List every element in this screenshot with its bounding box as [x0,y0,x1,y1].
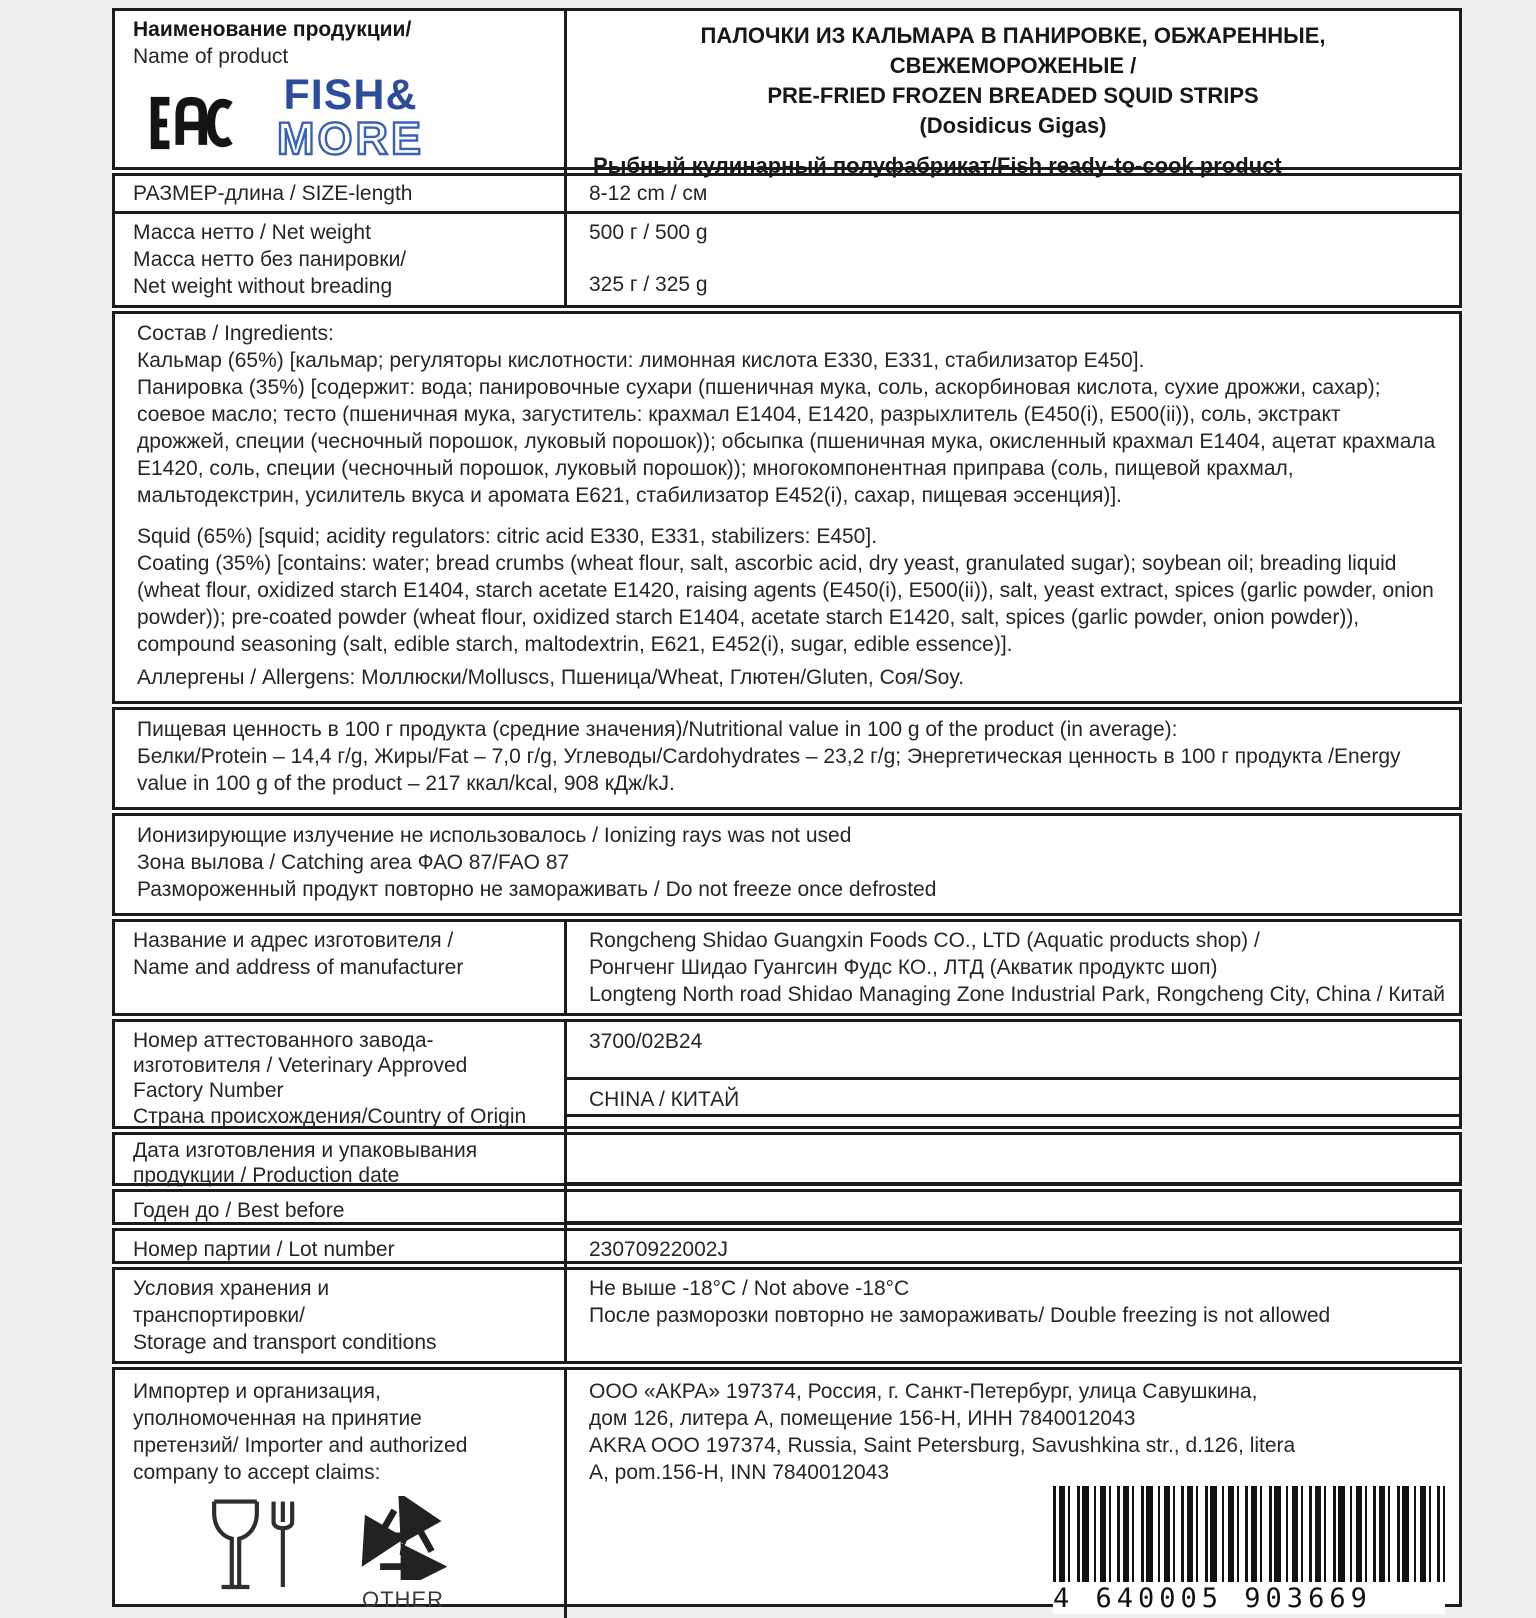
header-right-cell [567,11,1459,185]
do-not-freeze-line: Размороженный продукт повторно не замораживать / Do not freeze once defrosted [137,878,937,901]
ingredients-section [112,311,1462,704]
ingredients-ru-coating: Панировка (35%) [содержит: вода; панировочные сухари (пшеничная мука, соль, аскорбиновая кислота, сухие дрожжи, сахар); соевое масло; тесто (пшеничная мука, загуститель: крахмал Е1404, Е1420, разрыхлитель (Е450(i), Е500(ii)), соль, экстракт дрожжей, специи (чесночный порошок, луковый порошок)); обсыпка (пшеничная мука, окисленный крахмал Е1404, ацетат крахмала Е1420, соль, специи (чесночный порошок, луковый порошок)); многокомпонентная приправа (соль, пищевой крахмал, мальтодекстрин, усилитель вкуса и аромата Е621, стабилизатор Е452(i), сахар, пищевая эссенция)]. [137,376,1436,507]
name-of-product-label-en: Name of product [133,45,289,68]
storage-label-3: Storage and transport conditions [133,1331,437,1354]
size-weight-section [112,173,1462,308]
manufacturer-name-en: Rongcheng Shidao Guangxin Foods CO., LTD (Aquatic products shop) / [589,929,1260,952]
net-weight-labels [115,214,567,305]
storage-label-2: транспортировки/ [133,1304,305,1327]
importer-row [112,1367,1462,1614]
ean13-barcode [1053,1486,1445,1614]
net-weight-row [115,214,1459,305]
barcode-bars [1053,1486,1445,1582]
production-date-label-2: продукции / Production date [133,1164,400,1187]
production-date-value [567,1135,1459,1193]
importer-address-ru-1: ООО «АКРА» 197374, Россия, г. Санкт-Петербург, улица Савушкина, [589,1380,1258,1403]
net-weight-label-3: Net weight without breading [133,275,393,298]
allergens-line: Аллергены / Allergens: Моллюски/Molluscs, Пшеница/Wheat, Глютен/Gluten, Соя/Soy. [137,666,965,689]
importer-label-3: претензий/ Importer and authorized [133,1434,468,1457]
nutrition-line-2: Белки/Protein – 14,4 г/g, Жиры/Fat – 7,0 г/g, Углеводы/Cardohydrates – 23,2 г/g; Энергетическая ценность в 100 г продукта /Energy value in 100 g of the product – 217 ккал/kcal, 908 кДж/kJ. [137,745,1401,795]
ingredients-ru-squid: Кальмар (65%) [кальмар; регуляторы кислотности: лимонная кислота Е330, Е331, стабилизатор Е450]. [137,349,1145,372]
product-latin-name: (Dosidicus Gigas) [919,113,1107,138]
storage-temperature: Не выше -18°C / Not above -18°C [589,1277,910,1300]
importer-address-ru-2: дом 126, литера А, помещение 156-Н, ИНН 7840012043 [589,1407,1136,1430]
best-before-blank-line [567,1221,1459,1224]
fish-and-more-logo [277,71,424,165]
recycle-7-other-unit [355,1496,451,1613]
best-before-value [567,1192,1459,1229]
country-of-origin-label: Страна происхождения/Country of Origin [133,1105,527,1128]
ionizing-rays-line: Ионизирующие излучение не использовалось / Ionizing rays was not used [137,824,852,847]
manufacturer-name-ru: Ронгченг Шидао Гуангсин Фудс КО., ЛТД (Акватик продуктс шоп) [589,956,1218,979]
header-left-cell [115,11,567,185]
net-weight-label-1: Масса нетто / Net weight [133,221,371,244]
lot-number-row [112,1228,1462,1264]
recycling-7-icon [355,1496,451,1580]
production-date-labels [115,1135,567,1193]
lot-number-label: Номер партии / Lot number [115,1231,567,1268]
manufacturer-row [112,919,1462,1016]
barcode-digits: 4 640005 903669 [1053,1583,1372,1614]
factory-origin-row [112,1019,1462,1129]
ingredients-en-squid: Squid (65%) [squid; acidity regulators: citric acid E330, E331, stabilizers: E450]. [137,525,878,548]
manufacturer-values [567,922,1459,1013]
storage-labels [115,1270,567,1361]
brand-logo-top-text: FISH& [283,71,418,119]
best-before-row [112,1189,1462,1225]
importer-label-1: Импортер и организация, [133,1380,381,1403]
packaging-icons-row [199,1496,552,1613]
storage-no-refreeze: После разморозки повторно не замораживать/ Double freezing is not allowed [589,1304,1331,1327]
factory-number-label-2: изготовителя / Veterinary Approved [133,1054,468,1077]
nutrition-section [112,707,1462,810]
ingredients-title: Состав / Ingredients: [137,322,334,345]
header-row [112,8,1462,178]
food-safe-glass-fork-icon [199,1496,311,1600]
eac-mark-icon [143,81,235,165]
factory-number-label-1: Номер аттестованного завода- [133,1029,434,1052]
product-label [112,8,1462,1614]
factory-number-label-3: Factory Number [133,1079,284,1102]
manufacturer-label-en: Name and address of manufacturer [133,956,464,979]
net-weight-without-breading-value: 325 г / 325 g [589,273,708,296]
country-of-origin-value: CHINA / КИТАЙ [567,1080,1459,1117]
production-date-blank-line [567,1182,1459,1185]
lot-number-blank-line [567,1261,1459,1264]
storage-values [567,1270,1459,1361]
lot-number-value: 23070922002J [589,1238,728,1261]
importer-address-en-2: А, pom.156-H, INN 7840012043 [589,1461,890,1484]
net-weight-values [567,214,1459,305]
storage-row [112,1267,1462,1364]
product-subtitle: Рыбный кулинарный полуфабрикат/Fish ready-to-cook product [593,153,1282,178]
product-title-ru-line1: ПАЛОЧКИ ИЗ КАЛЬМАРА В ПАНИРОВКЕ, ОБЖАРЕННЫЕ, [700,23,1326,48]
size-label: РАЗМЕР-длина / SIZE-length [115,176,567,211]
logos-row [133,71,552,165]
production-date-row [112,1132,1462,1186]
importer-label-2: уполномоченная на принятие [133,1407,422,1430]
storage-label-1: Условия хранения и [133,1277,330,1300]
manufacturer-labels [115,922,567,1013]
best-before-label: Годен до / Best before [115,1192,567,1229]
production-date-label-1: Дата изготовления и упаковывания [133,1139,478,1162]
recycle-number-glyph: 7 [393,1526,413,1563]
manufacturer-label-ru: Название и адрес изготовителя / [133,929,454,952]
importer-label-4: company to accept claims: [133,1461,381,1484]
brand-logo-bottom-text: MORE [277,113,424,164]
factory-number-value: 3700/02B24 [567,1022,1459,1080]
factory-origin-values [567,1022,1459,1144]
name-of-product-label-ru: Наименование продукции/ [133,18,412,41]
ingredients-en-coating: Coating (35%) [contains: water; bread crumbs (wheat flour, salt, ascorbic acid, dry yeast, granulated sugar); soybean oil; breading liquid (wheat flour, oxidized starch E1404, starch acetate E1420, raising agents (E450(i), E500(ii)), salt, yeast extract, spices (garlic powder, onion powder)); pre-coated powder (wheat flour, oxidized starch E1404, acetate starch E1420, salt, spices (garlic powder, onion powder)), compound seasoning (salt, edible starch, maltodextrin, E621, E452(i), sugar, edible essence)]. [137,552,1434,656]
product-title-ru-line2: СВЕЖЕМОРОЖЕНЫЕ / [889,53,1137,78]
manufacturer-address: Longteng North road Shidao Managing Zone Industrial Park, Rongcheng City, China / Китай [589,983,1446,1006]
lot-number-cell [567,1231,1459,1268]
importer-address-en-1: AKRA OOO 197374, Russia, Saint Petersburg, Savushkina str., d.126, litera [589,1434,1296,1457]
catching-area-line: Зона вылова / Catching area ФАО 87/FAO 87 [137,851,570,874]
importer-values [567,1370,1459,1618]
factory-origin-labels [115,1022,567,1144]
nutrition-line-1: Пищевая ценность в 100 г продукта (средние значения)/Nutritional value in 100 g of the product (in average): [137,718,1178,741]
recycle-other-label: OTHER [362,1587,444,1612]
product-title-en: PRE-FRIED FROZEN BREADED SQUID STRIPS [767,83,1259,108]
net-weight-label-2: Масса нетто без панировки/ [133,248,407,271]
notices-section [112,813,1462,916]
importer-labels [115,1370,567,1618]
net-weight-value: 500 г / 500 g [589,221,708,244]
size-value: 8-12 cm / см [589,182,708,205]
